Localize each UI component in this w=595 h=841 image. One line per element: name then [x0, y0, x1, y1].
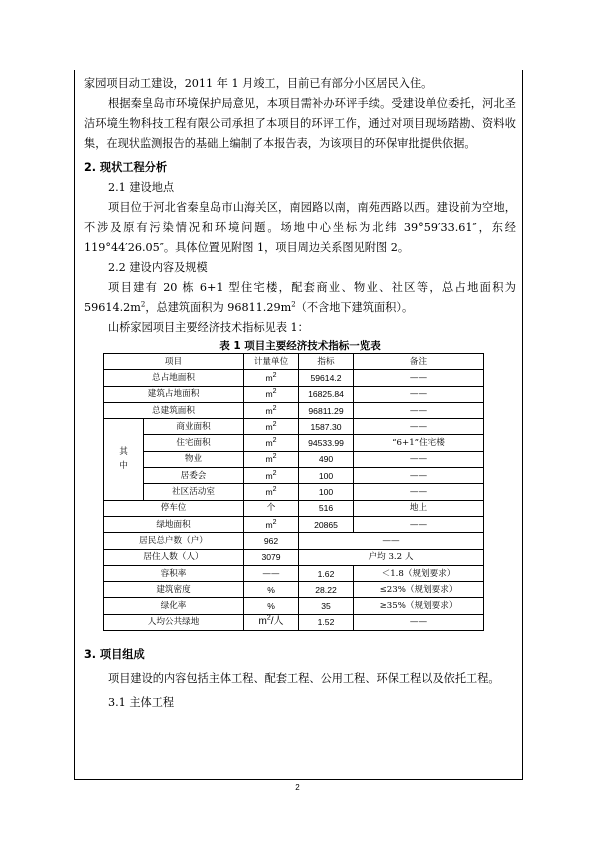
paragraph: 项目位于河北省秦皇岛市山海关区，南园路以南，南苑西路以西。建设前为空地，不涉及原有污染情况和环境问题。场地中心坐标为北纬 39°59′33.61″，东经 119°44′26.05″。具体位置见附图 1，项目周边关系图见附图 2。 — [84, 201, 516, 254]
document-body — [84, 74, 516, 713]
section-heading: 3. 项目组成 — [84, 648, 145, 662]
table-row: 总建筑面积 $m^2$ 96811.29 —— — [104, 402, 484, 418]
paragraph: 家园项目动工建设，2011 年 1 月竣工，目前已有部分小区居民入住。 — [84, 77, 433, 90]
subsection-heading: 2.1 建设地点 — [108, 181, 175, 194]
header-item: 项目 — [104, 354, 244, 370]
table-row: 总占地面积 $m^2$ 59614.2 —— — [104, 370, 484, 386]
table-row: 建筑占地面积 $m^2$ 16825.84 —— — [104, 386, 484, 402]
table-row: 社区活动室 $m^2$ 100 —— — [104, 484, 484, 500]
table-row: 绿化率 % 35 ≥35%（规划要求） — [104, 598, 484, 614]
header-note: 备注 — [354, 354, 484, 370]
header-unit: 计量单位 — [244, 354, 299, 370]
table-row: 居住人数（人） 3079 户均 3.2 人 — [104, 549, 484, 565]
table-row: 居委会 $m^2$ 100 —— — [104, 468, 484, 484]
table-row: 其中 商业面积 $m^2$ 1587.30 —— — [104, 419, 484, 435]
section-heading: 2. 现状工程分析 — [84, 161, 168, 174]
table-caption: 表 1 项目主要经济技术指标一览表 — [219, 340, 381, 352]
header-value: 指标 — [299, 354, 354, 370]
subsection-heading: 3.1 主体工程 — [108, 696, 175, 710]
table-row: 住宅面积 $m^2$ 94533.99 “6+1”住宅楼 — [104, 435, 484, 451]
table-row: 容积率 —— 1.62 ＜1.8（规划要求） — [104, 565, 484, 581]
paragraph: 项目建设的内容包括主体工程、配套工程、公用工程、环保工程以及依托工程。 — [108, 672, 500, 686]
subsection-heading: 2.2 建设内容及规模 — [108, 261, 208, 274]
page-number: 2 — [295, 783, 300, 792]
indicator-table — [103, 353, 484, 631]
table-row: 物业 $m^2$ 490 —— — [104, 451, 484, 467]
paragraph: 山桥家园项目主要经济技术指标见表 1： — [108, 321, 309, 334]
table-row: 绿地面积 $m^2$ 20865 —— — [104, 516, 484, 532]
table-row: 停车位 个 516 地上 — [104, 500, 484, 516]
table-row — [104, 354, 484, 370]
table-row: 建筑密度 % 28.22 ≤23%（规划要求） — [104, 582, 484, 598]
table-row: 居民总户数（户） 962 —— — [104, 533, 484, 549]
table-row: 人均公共绿地 $m^2/$人 1.52 —— — [104, 614, 484, 630]
group-label: 其中 — [104, 419, 144, 500]
paragraph: 根据秦皇岛市环境保护局意见，本项目需补办环评手续。受建设单位委托，河北圣洁环境生物科技工程有限公司承担了本项目的环评工作，通过对项目现场踏勘、资料收集，在现状监测报告的基础上编制了本报告表，为该项目的环保审批提供依据。 — [84, 97, 516, 150]
paragraph: 项目建有 20 栋 6+1 型住宅楼，配套商业、物业、社区等，总占地面积为 $59614.2m^2$，总建筑面积为 $96811.29m^2$（不含地下建筑面积）。 — [84, 281, 516, 314]
